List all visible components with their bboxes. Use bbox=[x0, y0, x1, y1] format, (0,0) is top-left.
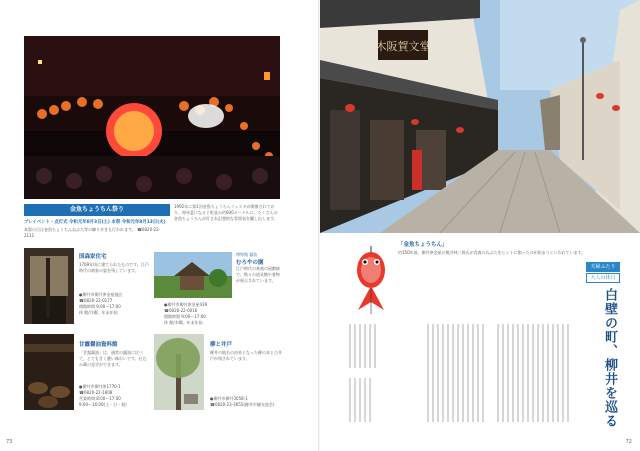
festival-photo bbox=[24, 36, 280, 199]
spot-address-muroya: ●柳井市柳井津金屋439 bbox=[164, 302, 208, 307]
spot-closed-kunimori: 休 館/月曜、年末年始 bbox=[79, 310, 118, 315]
main-heading: 白壁の町、柳井を巡る bbox=[602, 288, 617, 428]
right-page bbox=[320, 0, 640, 451]
spot-name-willow: 柳と井戸 bbox=[210, 342, 233, 348]
spot-text-kanro: 「甘露醤油」は、通常の醤油に比べて、とても甘く濃い味わいです。仕込み蔵の見学ができます。 bbox=[79, 350, 147, 367]
tag-couple: 夫婦ふたり bbox=[586, 262, 620, 272]
spot-text-muroya: 江戸時代の豪商の屋敷跡で、数々の道具類や着物が展示されています。 bbox=[236, 266, 280, 283]
goldfish-lantern-illustration bbox=[350, 246, 392, 316]
white-wall-street-image bbox=[320, 0, 640, 233]
spot-name-muroya: むろやの園 bbox=[236, 260, 264, 266]
willow-well-photo bbox=[154, 334, 204, 410]
spot-text-willow: 柳井の地名の由来となった柳の木と古井戸が残されています。 bbox=[210, 350, 282, 361]
festival-dates: プレイベント・点灯式 令和元年8月3日(土) 本祭 令和元年8月13日(火) bbox=[24, 220, 166, 225]
spot-name-kunimori: 国森家住宅 bbox=[79, 254, 107, 260]
shop-sign-text: 木阪賀文堂 bbox=[375, 40, 431, 53]
spot-tel-muroya: ☎0820-22-0016 bbox=[164, 308, 198, 313]
spot-tel-kanro: ☎0820-22-1808 bbox=[79, 390, 113, 395]
kanro-soy-photo bbox=[24, 334, 74, 410]
sidebar-title: 「金魚ちょうちん」 bbox=[398, 242, 448, 248]
body-text-columns bbox=[344, 324, 594, 424]
spot-address-willow: ●柳井市柳井3058-1 bbox=[210, 396, 248, 401]
page-number-right: 72 bbox=[625, 439, 632, 445]
spot-label-muroya: 博物館 醤油 bbox=[236, 252, 258, 257]
spot-tel-kunimori: ☎0820-22-0177 bbox=[79, 298, 113, 303]
spot-closed-muroya: 休 館/木曜、年末年始 bbox=[164, 320, 203, 325]
festival-caption: 1992年に第1回金魚ちょうちんフェスタが開催されており、毎年夏になると町並み約600メートルに、たくさんの金魚ちょうちんが灯され幻想的な雰囲気を醸し出します。 bbox=[174, 204, 278, 221]
kunimori-house-photo bbox=[24, 248, 74, 324]
spot-tel-willow: ☎0820-23-3655(柳井市観光協会) bbox=[210, 402, 275, 407]
spot-text-kunimori: 1769年頃に建てられたものです。江戸時代の商家の姿を残しています。 bbox=[79, 262, 149, 273]
spot-address-kunimori: ●柳井市柳井津金屋地区 bbox=[79, 292, 123, 297]
spot-name-kanro: 甘露醤油資料館 bbox=[79, 342, 118, 348]
spot-address-kanro: ●柳井市柳井津1770-1 bbox=[79, 384, 121, 389]
spot-hours-muroya: 開館時間 9:00〜17:00 bbox=[164, 314, 206, 319]
festival-title-bar: 金魚ちょうちん祭り bbox=[24, 204, 170, 216]
spot-hours-kunimori: 開館時間 9:00〜17:00 bbox=[79, 304, 121, 309]
spot-closed-kanro: 9:00〜16:00(土・日・祝) bbox=[79, 402, 127, 407]
festival-detail: 本祭の日は金魚ちょうちんねぶた等の練り歩きも行われます。 ☎0820-22-2111 bbox=[24, 227, 161, 238]
sidebar-text: 約150年前、柳井津金屋の熊谷林三郎氏が青森のねぶたをヒントに創ったのが始まりといわれています。 bbox=[398, 250, 586, 255]
page-number-left: 73 bbox=[6, 439, 13, 445]
festival-night-image bbox=[24, 36, 280, 199]
spot-hours-kanro: 営業時間 8:00〜17:00 bbox=[79, 396, 121, 401]
tag-adult-holiday: 大人の休日 bbox=[586, 273, 620, 283]
muroya-photo bbox=[154, 252, 232, 298]
street-photo bbox=[320, 0, 640, 233]
